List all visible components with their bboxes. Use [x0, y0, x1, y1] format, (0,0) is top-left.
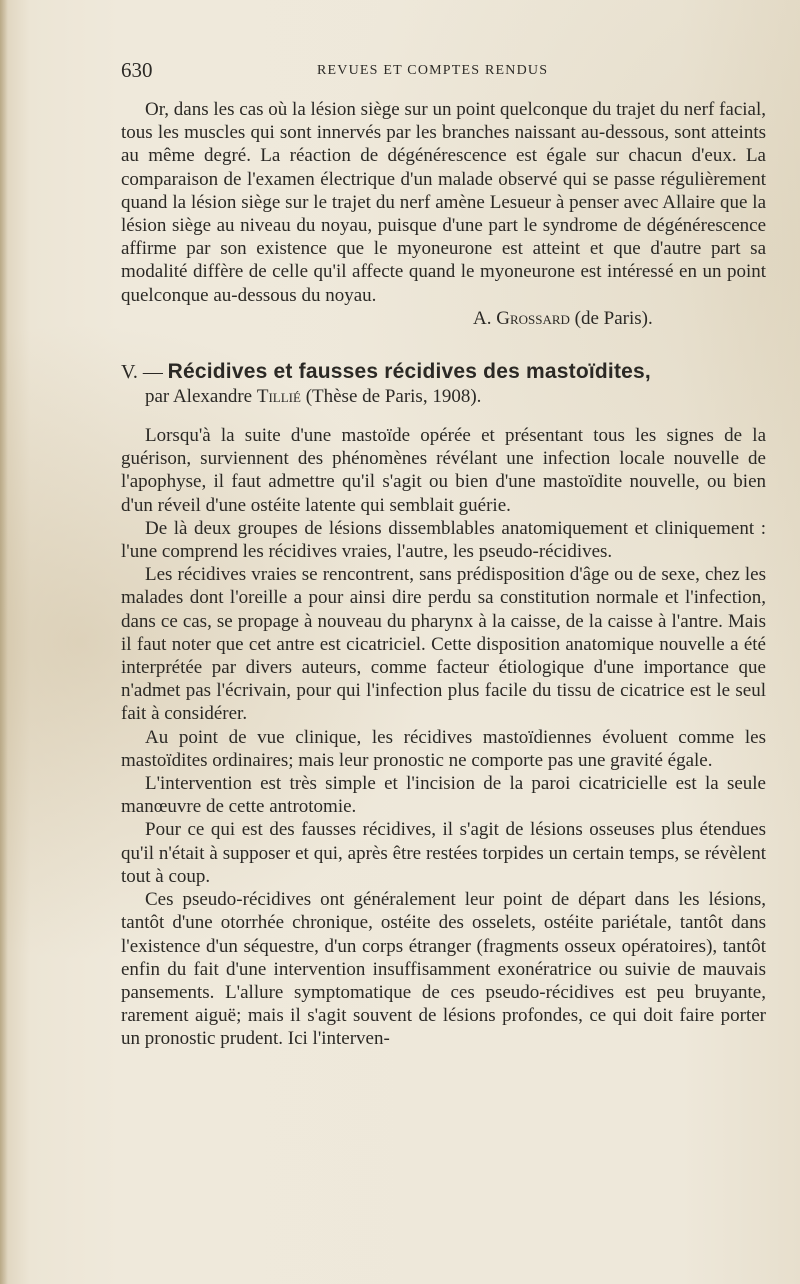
page-number: 630: [121, 58, 153, 82]
review-signature: [121, 307, 766, 330]
body-paragraph: Lorsqu'à la suite d'une mastoïde opérée et présentant tous les signes de la guérison, surviennent des phénomènes révélant une infection locale nouvelle de l'apophyse, il faut admettre qu'il s'agit ou bien d'une mastoïdite nouvelle, ou bien d'un réveil d'une ostéite latente qui semblait guérie.: [121, 425, 766, 516]
author-prefix: par Alexandre: [145, 386, 253, 408]
signature-initial: A.: [473, 307, 492, 329]
body-paragraph: De là deux groupes de lésions dissemblables anatomiquement et cliniquement : l'une comprend les récidives vraies, l'autre, les pseudo-récidives.: [121, 517, 766, 563]
body-text: [121, 98, 766, 1051]
body-paragraph: Ces pseudo-récidives ont généralement leur point de départ dans les lésions, tantôt d'une otorrhée chronique, ostéite des osselets, ostéite pariétale, tantôt dans l'existence d'un séquestre, d'un corps étranger (fragments osseux opératoires), tantôt enfin du fait d'une intervention insuffisamment exonératrice ou suivie de mauvais pansements. L'allure symptomatique de ces pseudo-récidives est peu bruyante, rarement aiguë; mais il s'agit souvent de lésions profondes, ce qui doit faire porter un pronostic prudent. Ici l'interven-: [121, 889, 766, 1050]
signature-name: Grossard: [496, 307, 570, 329]
section-number: V. —: [121, 361, 163, 384]
page-edge-shadow: [0, 0, 8, 1284]
section-gap: [121, 409, 766, 424]
body-paragraph: L'intervention est très simple et l'incision de la paroi cicatricielle est la seule manœuvre de cette antrotomie.: [121, 773, 766, 818]
page-header: [121, 58, 766, 86]
body-paragraph: Les récidives vraies se rencontrent, sans prédisposition d'âge ou de sexe, chez les malades dont l'oreille a pour ainsi dire perdu sa constitution normale et l'infection, dans ce cas, se propage à nouveau du pharynx à la caisse, de la caisse à l'antre. Mais il faut noter que cet antre est cicatriciel. Cette disposition anatomique nouvelle a été interprétée par divers auteurs, comme facteur étiologique d'une importance que n'admet pas l'écrivain, pour qui l'infection plus facile du tissu de cicatrice est le seul fait à considérer.: [121, 564, 766, 725]
previous-review-paragraph: Or, dans les cas où la lésion siège sur un point quelconque du trajet du nerf facial, tous les muscles qui sont innervés par les branches naissant au-dessous, sont atteints au même degré. La réaction de dégénérescence est égale sur chacun d'eux. La comparaison de l'examen électrique d'un malade observé qui se passe régulièrement quand la lésion siège sur le trajet du nerf amène Lesueur à penser avec Allaire que la lésion siège au niveau du noyau, puisque d'une part le syndrome de dégénérescence affirme par son existence que le myoneurone est atteint et que d'autre part sa modalité diffère de celle qu'il affecte quand le myoneurone est intéressé en un point quelconque au-dessous du noyau.: [121, 99, 766, 306]
section-title: [121, 360, 766, 385]
body-paragraph: Au point de vue clinique, les récidives mastoïdiennes évoluent comme les mastoïdites ordinaires; mais leur pronostic ne comporte pas une gravité égale.: [121, 726, 766, 771]
author-name: Tillié: [256, 386, 301, 408]
section-heading: Récidives et fausses récidives des mastoïdites,: [167, 360, 651, 384]
signature-place: (de Paris).: [574, 307, 653, 329]
thesis-source: (Thèse de Paris, 1908).: [305, 386, 482, 408]
section-author-line: [145, 385, 766, 409]
body-paragraph: Pour ce qui est des fausses récidives, il s'agit de lésions osseuses plus étendues qu'il n'était à supposer et qui, après être restées torpides un certain temps, se révèlent tout à coup.: [121, 819, 766, 887]
running-head: REVUES ET COMPTES RENDUS: [317, 63, 549, 78]
